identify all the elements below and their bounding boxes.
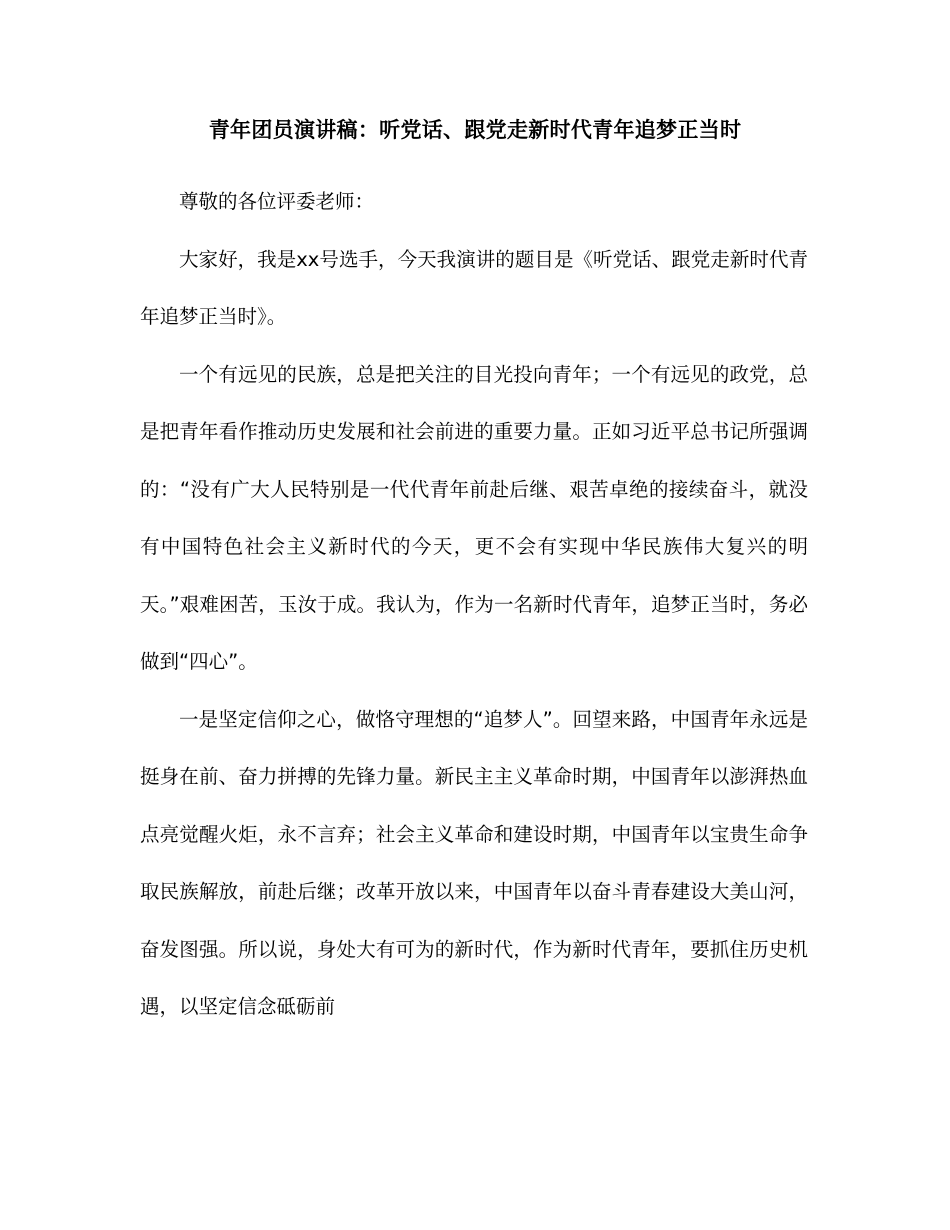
paragraph-preface: 一个有远见的民族，总是把关注的目光投向青年；一个有远见的政党，总是把青年看作推动历史发展和社会前进的重要力量。正如习近平总书记所强调的：“没有广大人民特别是一代代青年前赴后继、艰苦卓绝的接续奋斗，就没有中国特色社会主义新时代的今天，更不会有实现中华民族伟大复兴的明天。”艰难困苦，玉汝于成。我认为，作为一名新时代青年，追梦正当时，务必做到“四心”。 <box>140 362 808 673</box>
paragraph-introduction: 大家好，我是xx号选手，今天我演讲的题目是《听党话、跟党走新时代青年追梦正当时》。 <box>140 247 808 328</box>
paragraph-salutation: 尊敬的各位评委老师： <box>179 190 375 213</box>
document-title: 青年团员演讲稿：听党话、跟党走新时代青年追梦正当时 <box>208 118 742 142</box>
paragraph-point-one: 一是坚定信仰之心，做恪守理想的“追梦人”。回望来路，中国青年永远是挺身在前、奋力拼搏的先锋力量。新民主主义革命时期，中国青年以澎湃热血点亮觉醒火炬，永不言弃；社会主义革命和建设时期，中国青年以宝贵生命争取民族解放，前赴后继；改革开放以来，中国青年以奋斗青春建设大美山河，奋发图强。所以说，身处大有可为的新时代，作为新时代青年，要抓住历史机遇，以坚定信念砥砺前 <box>140 707 808 1018</box>
document-body <box>140 173 808 1036</box>
